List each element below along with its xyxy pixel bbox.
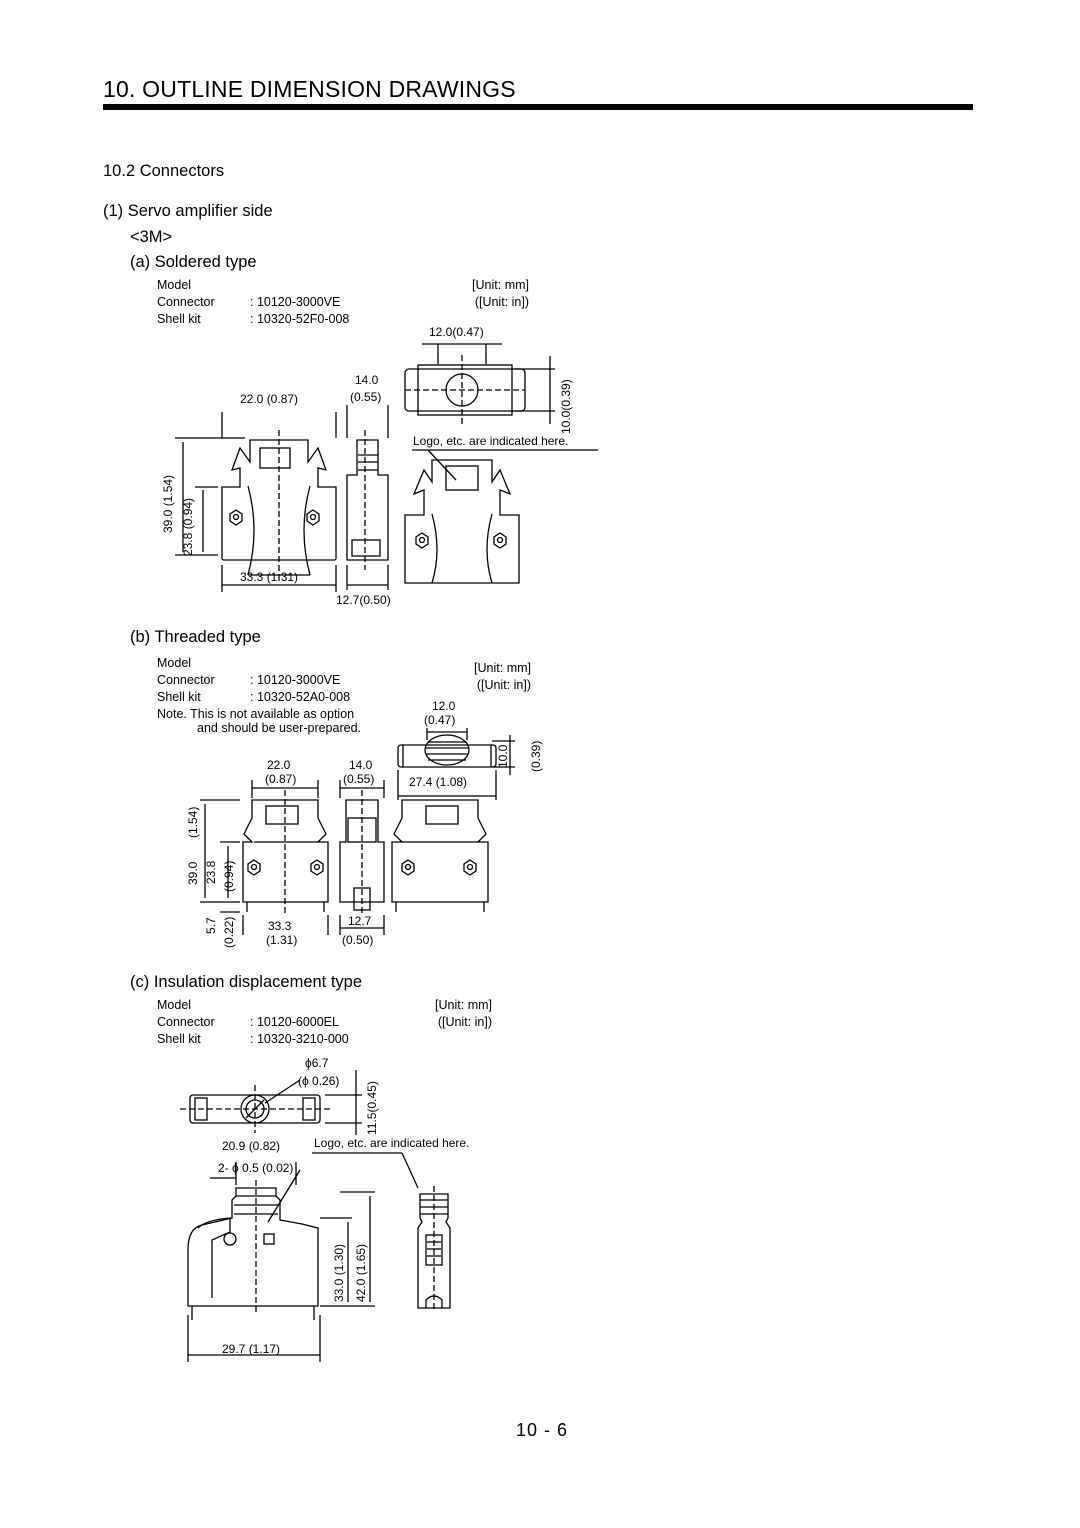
dim-text: 33.0 (1.30)	[332, 1243, 346, 1302]
logo-note: Logo, etc. are indicated here.	[314, 1136, 470, 1150]
spec-label: Connector	[157, 1015, 215, 1029]
dim-text: 5.7	[204, 917, 218, 934]
soldered-heading: (a) Soldered type	[130, 253, 257, 271]
spec-label: Shell kit	[157, 312, 201, 326]
dim-text: 14.0	[355, 373, 379, 387]
spec-label: Model	[157, 998, 192, 1012]
dim-text: 23.8	[204, 860, 218, 884]
dim-text: 39.0	[186, 861, 200, 885]
spec-label: Model	[157, 278, 192, 292]
dim-text: (0.50)	[342, 933, 374, 947]
spec-label: Shell kit	[157, 1032, 201, 1046]
spec-value: : 10120-3000VE	[250, 295, 341, 309]
dim-text: (0.94)	[222, 860, 236, 892]
dim-text: 22.0 (0.87)	[240, 392, 299, 406]
dim-text: 42.0 (1.65)	[354, 1243, 368, 1302]
dim-text: 23.8 (0.94)	[181, 497, 195, 556]
dim-text: (0.39)	[529, 740, 543, 772]
unit-mm: [Unit: mm]	[474, 661, 531, 675]
threaded-heading: (b) Threaded type	[130, 628, 261, 646]
spec-label: Connector	[157, 295, 215, 309]
unit-mm: [Unit: mm]	[472, 278, 529, 292]
idc-front-view	[188, 1162, 375, 1362]
note-line: Note. This is not available as option	[157, 707, 355, 721]
dim-text: 33.3	[268, 919, 292, 933]
logo-note: Logo, etc. are indicated here.	[413, 434, 569, 448]
dim-text: 27.4 (1.08)	[409, 775, 468, 789]
dim-text: (0.87)	[265, 772, 297, 786]
maker-label: <3M>	[130, 228, 173, 246]
dim-text: 14.0	[349, 758, 373, 772]
dim-text: 12.7	[348, 914, 372, 928]
dim-text: 12.7(0.50)	[336, 593, 391, 607]
dim-text: 11.5(0.45)	[365, 1081, 379, 1135]
dim-text: (ϕ 0.26)	[298, 1074, 340, 1088]
dim-text: (0.55)	[343, 772, 375, 786]
dim-text: 12.0	[432, 699, 456, 713]
dim-text: 12.0(0.47)	[429, 325, 484, 339]
dim-text: 39.0 (1.54)	[161, 474, 175, 533]
spec-value: : 10120-6000EL	[250, 1015, 339, 1029]
idc-heading: (c) Insulation displacement type	[130, 973, 363, 991]
dim-text: 33.3 (1.31)	[240, 570, 299, 584]
spec-value: : 10320-3210-000	[250, 1032, 349, 1046]
chapter-title: 10. OUTLINE DIMENSION DRAWINGS	[103, 76, 516, 102]
dim-text: (0.22)	[222, 916, 236, 948]
dim-text: 2- ϕ 0.5 (0.02)	[218, 1161, 294, 1175]
section-title: 10.2 Connectors	[103, 162, 225, 180]
note-line: and should be user-prepared.	[197, 721, 362, 735]
dim-text: (0.55)	[350, 390, 382, 404]
subsection-title: (1) Servo amplifier side	[103, 202, 273, 220]
dim-text: 29.7 (1.17)	[222, 1342, 281, 1356]
page-number: 10 - 6	[516, 1420, 569, 1440]
unit-in: ([Unit: in])	[437, 1015, 492, 1029]
spec-label: Connector	[157, 673, 215, 687]
dim-text: 20.9 (0.82)	[222, 1139, 281, 1153]
spec-value: : 10320-52A0-008	[250, 690, 351, 704]
dim-text: 10.0(0.39)	[559, 379, 573, 434]
spec-value: : 10320-52F0-008	[250, 312, 350, 326]
dim-text: (1.31)	[266, 933, 298, 947]
spec-label: Model	[157, 656, 192, 670]
spec-label: Shell kit	[157, 690, 201, 704]
unit-in: ([Unit: in])	[474, 295, 529, 309]
unit-in: ([Unit: in])	[476, 678, 531, 692]
dim-text: ϕ6.7	[305, 1056, 329, 1070]
unit-mm: [Unit: mm]	[435, 998, 492, 1012]
dim-text: 10.0	[496, 744, 510, 768]
spec-value: : 10120-3000VE	[250, 673, 341, 687]
dim-text: (1.54)	[186, 806, 200, 838]
dim-text: 22.0	[267, 758, 291, 772]
dim-text: (0.47)	[424, 713, 456, 727]
